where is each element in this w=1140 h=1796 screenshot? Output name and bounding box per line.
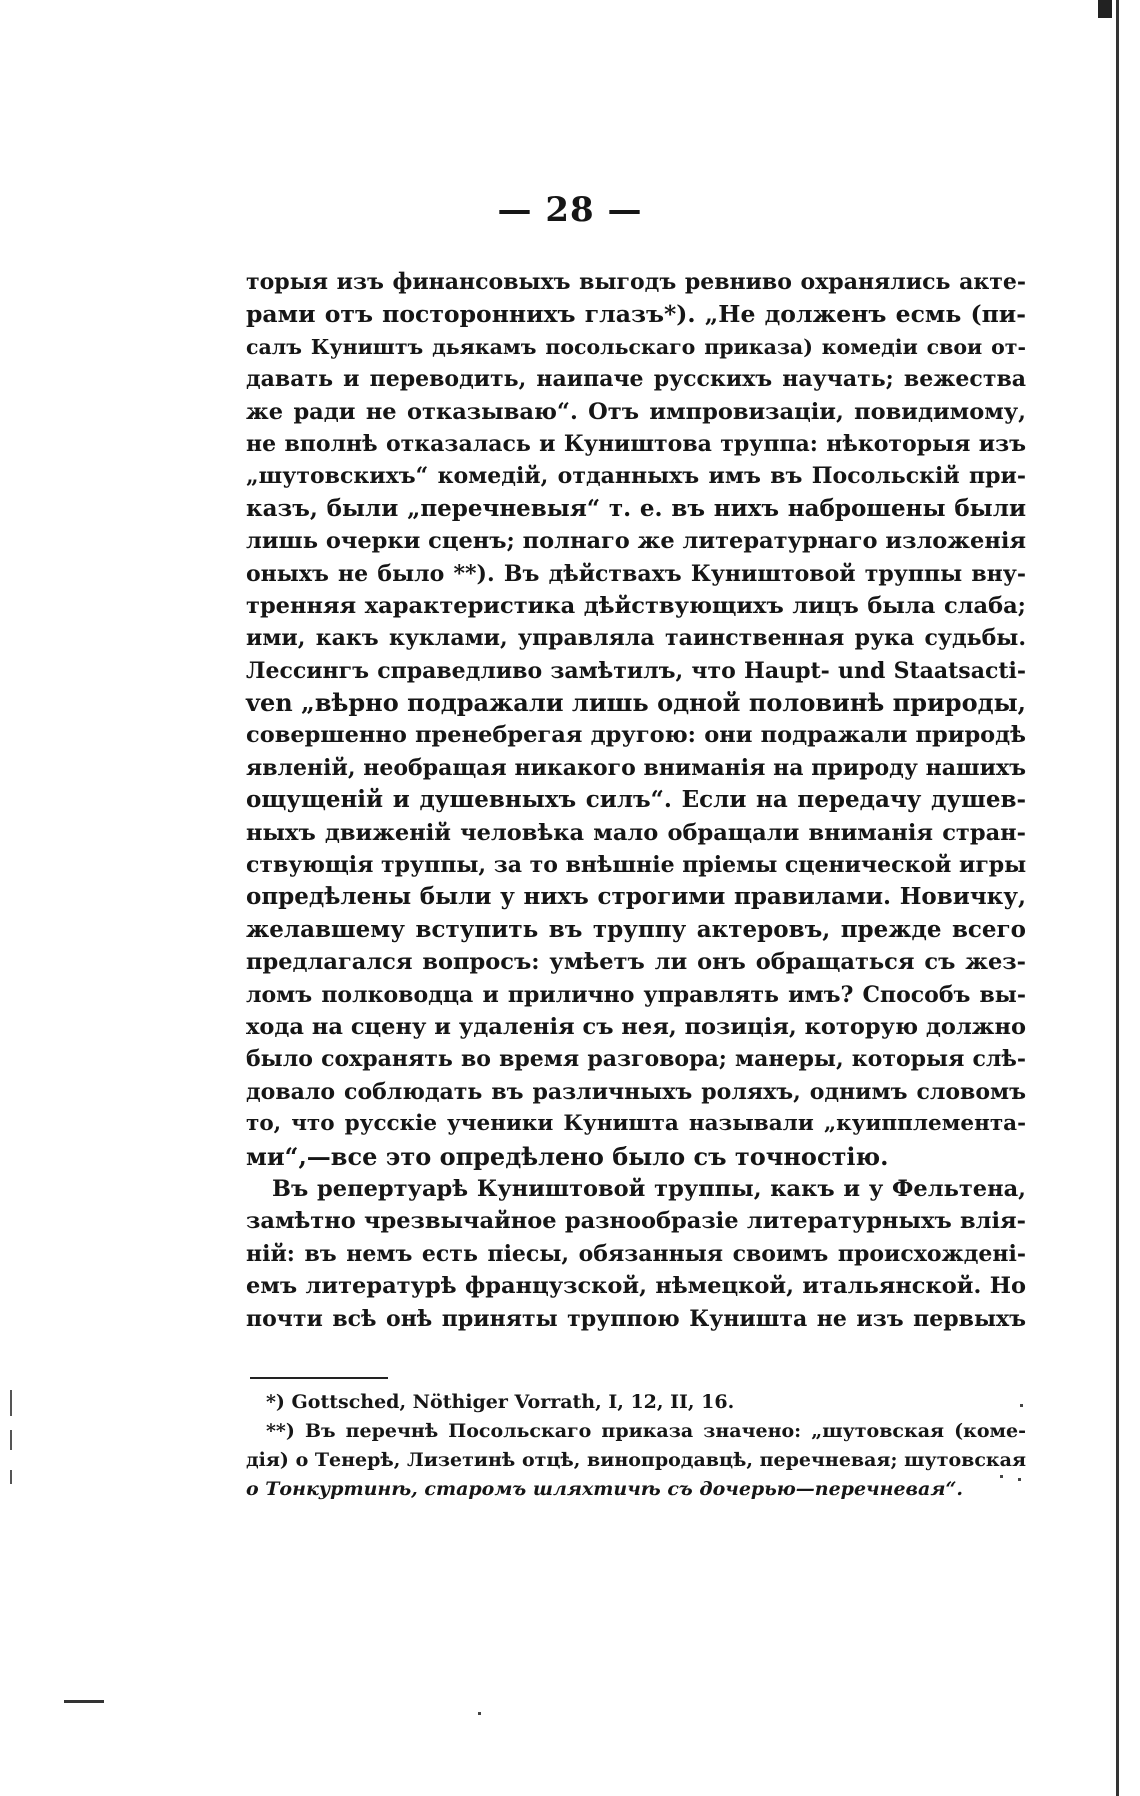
text-line: казъ, были „перечневыя“ т. е. въ нихъ наброшены были [246, 494, 1026, 522]
footnote-2-continued: о Тонкуртинѣ, старомъ шляхтичѣ съ дочерью—перечневая“. [246, 1478, 964, 1500]
text-line: ныхъ движенiй человѣка мало обращали вниманiя стран- [246, 819, 1026, 846]
text-line: замѣтно чрезвычайное разнообразiе литературныхъ влiя- [246, 1208, 1026, 1235]
text-line: емъ литературѣ французской, нѣмецкой, итальянской. Но [246, 1273, 1026, 1300]
text-line: торыя изъ финансовыхъ выгодъ ревниво охранялись акте- [246, 269, 1026, 295]
text-line: желавшему вступить въ труппу актеровъ, прежде всего [246, 915, 1026, 943]
text-line: Лессингъ справедливо замѣтилъ, что Haupt- und Staatsacti- [246, 657, 1026, 684]
text-line: „шутовскихъ“ комедiй, отданныхъ имъ въ Посольскiй при- [246, 463, 1026, 490]
scan-left-mark [10, 1390, 12, 1416]
text-line: было сохранять во время разговора; манеры, которыя слѣ- [246, 1046, 1026, 1073]
text-line: то, что русскiе ученики Куништа называли „куипплемента- [246, 1111, 1026, 1137]
text-line: тренняя характеристика дѣйствующихъ лицъ была слаба; [246, 592, 1026, 619]
text-line: не вполнѣ отказалась и Куништова труппа: нѣкоторыя изъ [246, 430, 1026, 457]
text-line: довало соблюдать въ различныхъ роляхъ, однимъ словомъ [246, 1078, 1026, 1105]
text-line: предлагался вопросъ: умѣетъ ли онъ обращаться съ жез- [246, 949, 1026, 976]
text-line: ощущенiй и душевныхъ силъ“. Если на передачу душев- [246, 786, 1026, 814]
footnote-2-continued: дiя) о Тенерѣ, Лизетинѣ отцѣ, винопродавцѣ, перечневая; шутовская [246, 1449, 1026, 1471]
text-line: хода на сцену и удаленiя съ нея, позицiя, которую должно [246, 1013, 1026, 1040]
scan-corner-mark [1098, 0, 1112, 18]
text-line: нiй: въ немъ есть пiесы, обязанныя своимъ происхожденi- [246, 1240, 1026, 1267]
footnote-2: **) Въ перечнѣ Посольскаго приказа значено: „шутовская (коме- [266, 1420, 1026, 1442]
text-line: явленiй, необращая никакого вниманiя на природу нашихъ [246, 754, 1026, 781]
text-line: совершенно пренебрегая другою: они подражали природѣ [246, 722, 1026, 749]
scan-left-mark [10, 1470, 12, 1484]
text-line: ломъ полководца и прилично управлять имъ? Способъ вы- [246, 981, 1026, 1008]
scan-border [1116, 0, 1119, 1796]
text-line: ими, какъ куклами, управляла таинственная рука судьбы. [246, 625, 1026, 652]
main-text [246, 266, 1026, 1335]
footnote-1: *) Gottsched, Nöthiger Vorrath, I, 12, II, 16. [266, 1391, 735, 1413]
footnotes [246, 1388, 1026, 1504]
text-line: ствующiя труппы, за то внѣшнiе прiемы сценической игры [246, 852, 1027, 879]
text-line: оныхъ не было **). Въ дѣйствахъ Куништовой труппы вну- [246, 560, 1026, 587]
paragraph-start-line: Въ репертуарѣ Куништовой труппы, какъ и у Фельтена, [272, 1175, 1026, 1202]
scan-bottom-dash [64, 1700, 104, 1703]
text-line: же ради не отказываю“. Отъ импровизацiи, повидимому, [246, 398, 1026, 425]
page-number: — 28 — [497, 190, 643, 230]
text-line: салъ Куништъ дьякамъ посольскаго приказа) комедiи свои от- [246, 334, 1026, 359]
scan-left-mark [10, 1430, 12, 1450]
text-line: рами отъ постороннихъ глазъ*). „Не долженъ есмь (пи- [246, 300, 1026, 329]
text-line: опредѣлены были у нихъ строгими правилами. Новичку, [246, 883, 1026, 911]
text-line: лишь очерки сценъ; полнаго же литературнаго изложенiя [246, 528, 1026, 555]
scan-speck [478, 1712, 481, 1715]
text-line: ven „вѣрно подражали лишь одной половинѣ природы, [246, 688, 1026, 718]
text-line: давать и переводить, наипаче русскихъ научать; вежества [246, 366, 1026, 393]
text-line: ми“,—все это опредѣлено было съ точностiю. [246, 1141, 889, 1171]
footnote-separator [250, 1377, 388, 1379]
text-line: почти всѣ онѣ приняты труппою Куништа не изъ первыхъ [246, 1305, 1026, 1332]
